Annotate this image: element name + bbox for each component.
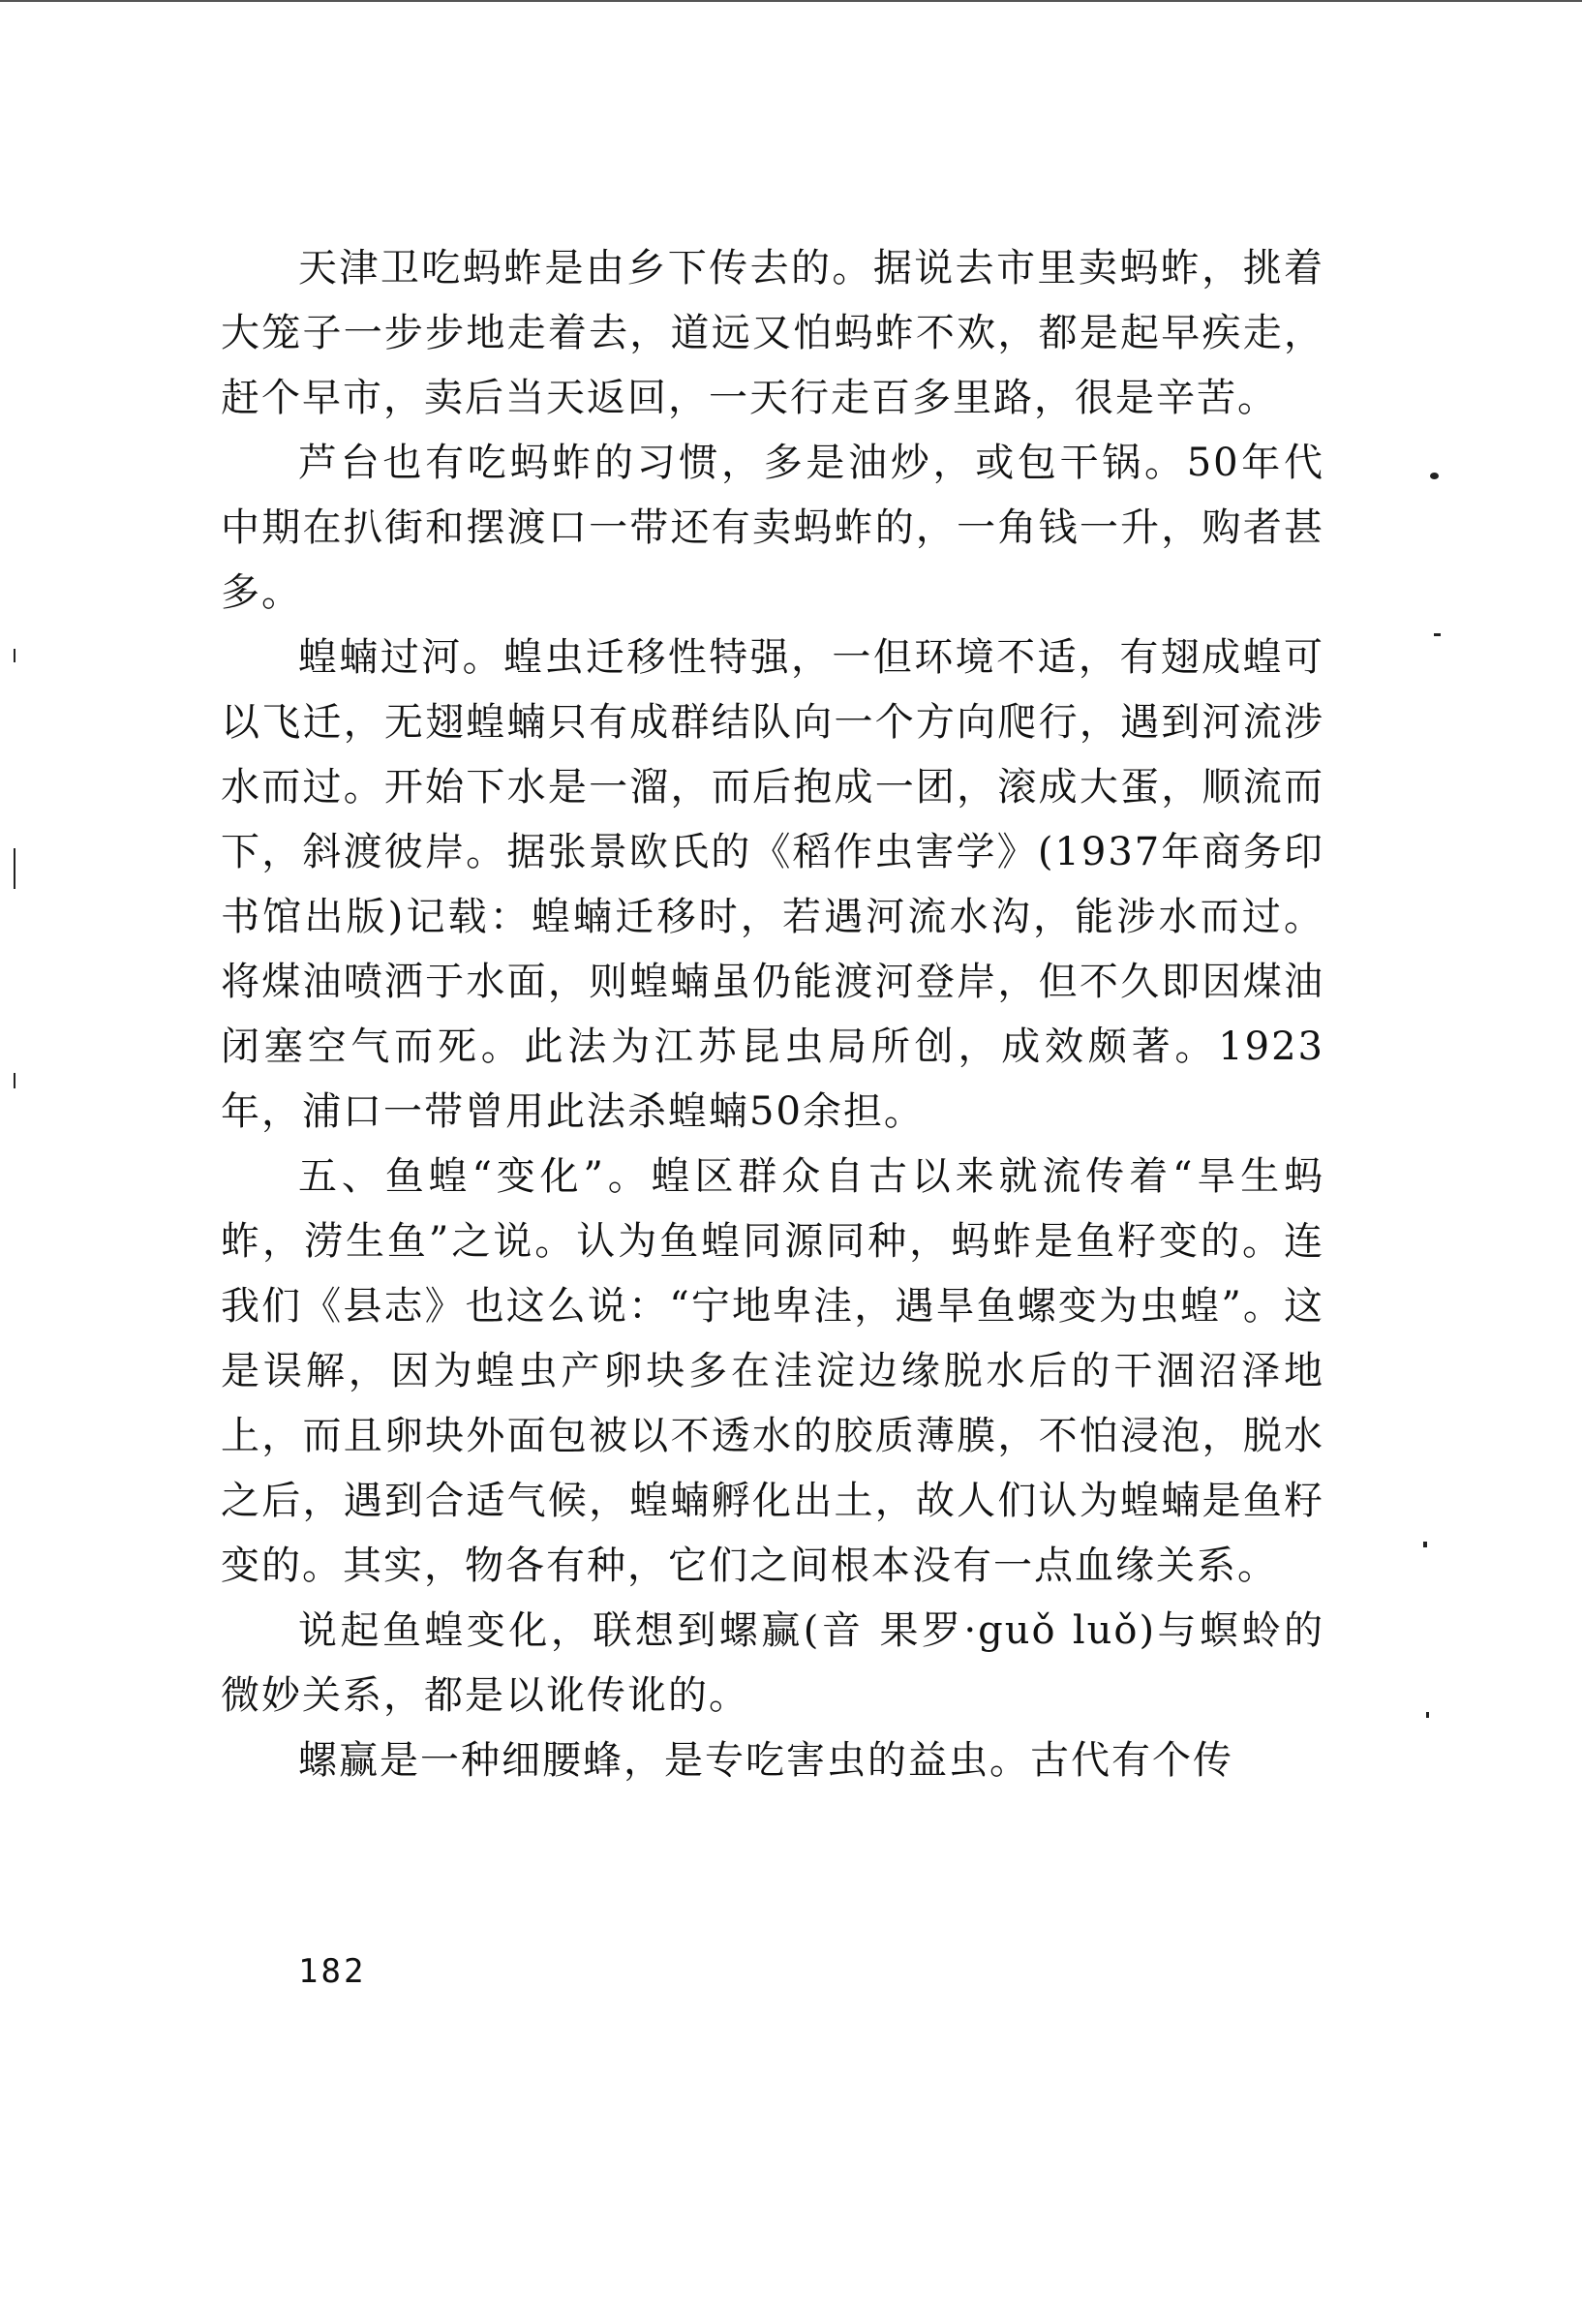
scan-speck: [1430, 473, 1439, 479]
paragraph-wasp-moth-relation: 说起鱼蝗变化，联想到螺赢(音 果罗·guǒ luǒ)与螟蛉的微妙关系，都是以讹传讹的。: [221, 1608, 1324, 1718]
paragraph-fish-locust-change: 五、鱼蝗“变化”。蝗区群众自古以来就流传着“旱生蚂蚱，涝生鱼”之说。认为鱼蝗同源同种，蚂蚱是鱼籽变的。连我们《县志》也这么说：“宁地卑洼，遇旱鱼螺变为虫蝗”。这是误解，因为蝗虫产卵块多在洼淀边缘脱水后的干涸沼泽地上，而且卵块外面包被以不透水的胶质薄膜，不怕浸泡，脱水之后，遇到合适气候，蝗蝻孵化出土，故人们认为蝗蝻是鱼籽变的。其实，物各有种，它们之间根本没有一点血缘关系。: [221, 1154, 1324, 1588]
scan-speck: [14, 649, 15, 662]
scan-speck: [14, 1073, 15, 1088]
scan-top-edge: [0, 0, 1582, 2]
paragraph-lutai-locusts: 芦台也有吃蚂蚱的习惯，多是油炒，或包干锅。50年代中期在扒街和摆渡口一带还有卖蚂蚱的，一角钱一升，购者甚多。: [221, 441, 1324, 615]
scan-speck: [1426, 1712, 1429, 1718]
paragraph-nymphs-crossing-river: 蝗蝻过河。蝗虫迁移性特强，一但环境不适，有翅成蝗可以飞迁，无翅蝗蝻只有成群结队向一个方向爬行，遇到河流涉水而过。开始下水是一溜，而后抱成一团，滚成大蛋，顺流而下，斜渡彼岸。据张景欧氏的《稻作虫害学》(1937年商务印书馆出版)记载：蝗蝻迁移时，若遇河流水沟，能涉水而过。将煤油喷洒于水面，则蝗蝻虽仍能渡河登岸，但不久即因煤油闭塞空气而死。此法为江苏昆虫局所创，成效颇著。1923年，浦口一带曾用此法杀蝗蝻50余担。: [221, 635, 1324, 1134]
paragraph-slender-wasp: 螺赢是一种细腰蜂，是专吃害虫的益虫。古代有个传: [298, 1738, 1233, 1783]
page-number: 182: [298, 1952, 367, 1991]
paragraph-tianjin-locusts: 天津卫吃蚂蚱是由乡下传去的。据说去市里卖蚂蚱，挑着大笼子一步步地走着去，道远又怕蚂蚱不欢，都是起早疾走，赶个早市，卖后当天返回，一天行走百多里路，很是辛苦。: [221, 246, 1324, 420]
scan-speck: [14, 848, 15, 889]
scan-speck: [1434, 633, 1441, 636]
body-text: [221, 236, 1324, 1793]
scan-speck: [1423, 1542, 1427, 1547]
